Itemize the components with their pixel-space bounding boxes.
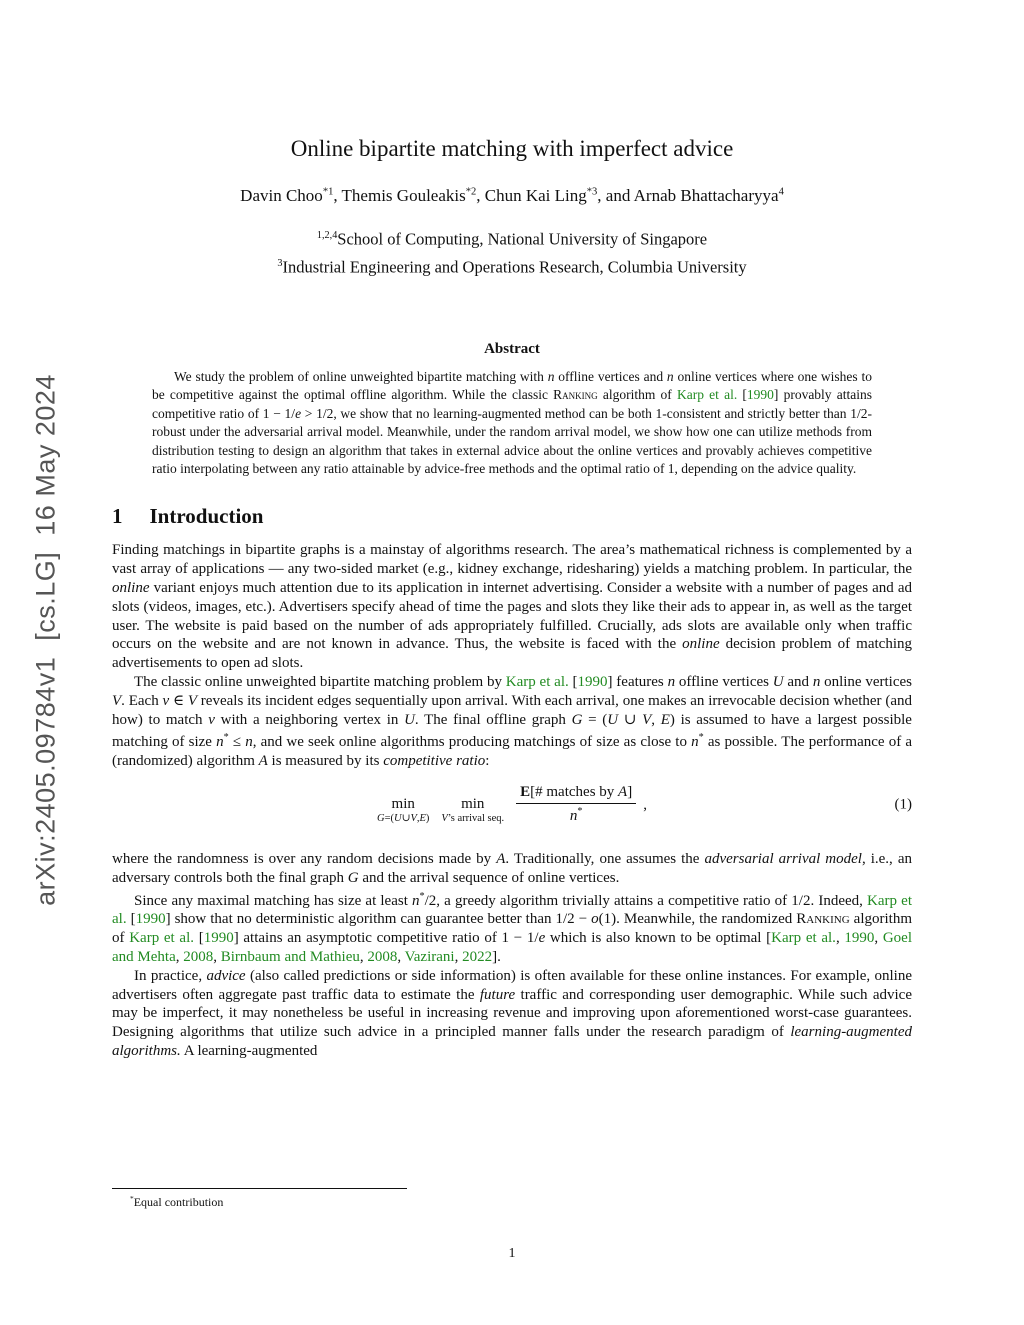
text-segment: * xyxy=(419,890,425,902)
min-label: min xyxy=(391,796,415,812)
text-segment: In practice, xyxy=(134,967,207,984)
affiliation-mark: 3 xyxy=(277,257,283,269)
citation-link[interactable]: Karp et al. xyxy=(771,930,836,947)
text-segment: G xyxy=(571,711,583,728)
authors-line xyxy=(112,186,912,206)
text-segment: E xyxy=(520,784,531,800)
affiliation-text: School of Computing, National University of Singapore xyxy=(337,229,708,249)
text-segment: , xyxy=(416,813,420,824)
fraction-denominator xyxy=(516,803,636,825)
author-name: Themis Gouleakis xyxy=(341,186,466,205)
citation-link[interactable]: Karp et al. xyxy=(112,892,912,928)
citation-link[interactable]: Karp et al. xyxy=(676,387,738,403)
text-segment: > 1/2, we show that no learning-augmented method can be both 1-consistent and strictly better than 1/2-robust under the adversarial arrival model. Meanwhile, under the random arrival model, we show how one can utilize methods from distribution testing to design an algorithm that takes in external advice about the online vertices and provably achieves competitive ratio interpolating between any ratio attainable by advice-free methods and the optimal ratio of 1, depending on the advice quality. xyxy=(152,405,872,477)
author-affiliation-mark: *3 xyxy=(586,186,598,198)
abstract-body xyxy=(152,368,872,478)
author-separator: , xyxy=(476,186,485,205)
text-segment: e xyxy=(538,930,546,947)
equation-1 xyxy=(112,784,912,837)
affiliations xyxy=(112,224,912,279)
text-segment: , xyxy=(454,948,463,965)
text-segment: V xyxy=(441,813,448,824)
text-segment: Since any maximal matching has size at least xyxy=(134,892,413,909)
text-segment: , and we seek online algorithms producing matchings of size as close to xyxy=(252,734,692,751)
text-segment: adversarial arrival model xyxy=(704,851,862,867)
text-segment: ] xyxy=(627,784,633,800)
text-segment: [# matches by xyxy=(530,784,619,800)
text-segment: V xyxy=(410,813,417,824)
text-segment: A xyxy=(258,753,268,770)
citation-link[interactable]: 1990 xyxy=(203,930,234,947)
text-segment: A xyxy=(496,851,506,867)
text-segment: ≤ xyxy=(228,734,246,751)
text-segment: , xyxy=(175,948,184,965)
citation-link[interactable]: 1990 xyxy=(135,911,166,928)
text-segment: U xyxy=(607,711,619,728)
author-affiliation-mark: *2 xyxy=(465,186,477,198)
citation-link[interactable]: 1990 xyxy=(577,674,608,691)
text-segment: future xyxy=(479,986,516,1003)
author-affiliation-mark: *1 xyxy=(322,186,334,198)
text-segment: Finding matchings in bipartite graphs is a mainstay of algorithms research. The area’s mathematical richness is complemented by a vast array of applications — any two-sided market (e.g., kidney exchange, ridesharing) yields a matching problem. In particular, the xyxy=(112,542,912,578)
text-segment: A xyxy=(618,784,628,800)
text-segment: ] features xyxy=(607,674,668,691)
citation-link[interactable]: 1990 xyxy=(844,930,875,947)
text-segment: . Traditionally, one assumes the xyxy=(505,851,705,867)
text-segment: U xyxy=(394,813,402,824)
text-segment: E xyxy=(419,813,426,824)
footnote-label: Equal contribution xyxy=(133,1195,224,1209)
text-segment: [ xyxy=(194,930,204,947)
affiliation-mark: 1,2,4 xyxy=(316,230,338,241)
min-operator-graph xyxy=(377,796,429,825)
fraction xyxy=(516,784,636,825)
section-title: Introduction xyxy=(149,504,264,529)
text-segment: ]. xyxy=(492,948,501,965)
text-segment: . Each xyxy=(121,692,163,709)
text-segment: ∪ xyxy=(618,711,643,728)
text-segment: decision problem of matching advertisements to open ad slots. xyxy=(112,636,912,672)
citation-link[interactable]: Birnbaum and Mathieu xyxy=(220,948,360,965)
text-segment: as possible. The performance of a (randomized) algorithm xyxy=(112,734,912,770)
text-segment: n xyxy=(216,734,224,751)
abstract-section xyxy=(112,341,912,478)
text-segment: U xyxy=(772,674,784,691)
arxiv-watermark: arXiv:2405.09784v1 [cs.LG] 16 May 2024 xyxy=(30,374,61,906)
author xyxy=(342,186,485,205)
min-subscript-arrival xyxy=(441,813,504,825)
text-segment: V xyxy=(642,711,652,728)
intro-paragraph-4 xyxy=(112,888,912,967)
text-segment: , xyxy=(397,948,405,965)
text-segment: ] attains an asymptotic competitive ratio of 1 − 1/ xyxy=(233,930,539,947)
text-segment: U xyxy=(404,711,415,728)
intro-paragraph-2 xyxy=(112,673,912,771)
text-segment: learning-augmented algorithms. xyxy=(112,1024,912,1059)
text-segment: , i.e., an adversary controls both the final graph xyxy=(112,851,912,886)
text-segment: offline vertices and xyxy=(554,369,667,384)
text-segment: * xyxy=(223,732,229,744)
text-segment: online xyxy=(682,636,720,653)
text-segment: e xyxy=(295,405,302,421)
text-segment: Ranking xyxy=(796,911,850,928)
text-segment: /2, a greedy algorithm trivially attains a competitive ratio of 1/2. Indeed, xyxy=(424,892,868,909)
text-segment: variant enjoys much attention due to its application in internet advertising. Consider a website with a number of pages and ad slots (videos, images, etc.). Advertisers specify ahead of time the pages and slots they like their ads to appear in, as well as the target user. The website is paid based on the number of ads appropriately fulfilled. Crucially, ads slots are available only when traffic occurs on the website and are not known in advance. Thus, the website is faced with the xyxy=(112,580,912,653)
text-segment: [ xyxy=(126,911,136,928)
text-segment: competitive ratio xyxy=(383,753,486,770)
paper-title: Online bipartite matching with imperfect advice xyxy=(290,136,734,161)
text-segment: , xyxy=(835,930,845,947)
intro-paragraph-5 xyxy=(112,967,912,1061)
text-segment: G xyxy=(377,813,385,824)
fraction-numerator xyxy=(516,784,636,803)
text-segment: online xyxy=(112,580,150,597)
text-segment: , xyxy=(359,948,368,965)
footnote-rule xyxy=(112,1188,407,1189)
text-segment: We study the problem of online unweighted bipartite matching with xyxy=(174,369,548,384)
author xyxy=(240,186,341,205)
affiliation-text: Industrial Engineering and Operations Research, Columbia University xyxy=(282,257,747,276)
text-segment: reveals its incident edges sequentially upon arrival. With each arrival, one makes an irrevocable decision whether (and how) to match xyxy=(112,692,913,728)
text-segment: is measured by its xyxy=(267,753,384,770)
citation-link[interactable]: Vazirani xyxy=(404,948,455,965)
equation-number: (1) xyxy=(894,796,912,813)
author-name: Arnab Bhattacharyya xyxy=(633,186,779,205)
text-segment: ∪ xyxy=(401,813,411,824)
intro-paragraph-1 xyxy=(112,541,912,673)
author-name: Davin Choo xyxy=(240,186,323,205)
text-segment: Ranking xyxy=(553,387,598,403)
page-number: 1 xyxy=(508,1246,516,1261)
text-segment: online vertices xyxy=(820,674,913,691)
text-segment: which is also known to be optimal [ xyxy=(545,930,772,947)
text-segment: G xyxy=(347,869,359,886)
author-separator: , and xyxy=(597,186,634,205)
author-separator: , xyxy=(333,186,342,205)
author xyxy=(634,186,784,205)
affiliation-line xyxy=(112,252,912,280)
text-segment: online vertices where one wishes to be competitive against the optimal offline algorithm. While the classic xyxy=(152,369,872,403)
affiliation-line xyxy=(112,224,912,252)
text-segment: , xyxy=(651,711,661,728)
text-segment: , xyxy=(874,930,883,947)
text-segment: [ xyxy=(568,674,578,691)
text-segment: n xyxy=(569,808,578,824)
citation-link[interactable]: 2022 xyxy=(462,948,493,965)
citation-link[interactable]: Karp et al. xyxy=(129,930,194,947)
text-segment: n xyxy=(691,734,699,751)
citation-link[interactable]: Karp et al. xyxy=(505,674,569,691)
text-segment: * xyxy=(577,806,583,817)
min-operator-arrival xyxy=(441,796,504,825)
text-segment: algorithm of xyxy=(112,911,912,947)
text-segment: where the randomness is over any random decisions made by xyxy=(112,851,497,867)
text-segment: v ∈ V xyxy=(162,692,198,709)
text-segment: with a neighboring vertex in xyxy=(214,711,405,728)
footnote-marker: * xyxy=(130,1194,134,1203)
footnote-text xyxy=(112,1194,912,1210)
text-segment: ) xyxy=(425,813,430,824)
text-segment: E xyxy=(660,711,670,728)
text-segment: (also called predictions or side information) is often available for these online instances. For example, online advertisers often aggregate past traffic data to estimate the xyxy=(112,967,912,1003)
text-segment: advice xyxy=(206,967,246,984)
author-affiliation-mark: 4 xyxy=(778,186,784,198)
text-segment: = ( xyxy=(582,711,608,728)
text-segment: , xyxy=(213,948,221,965)
text-segment: and the arrival sequence of online vertices. xyxy=(358,869,620,886)
citation-link[interactable]: 1990 xyxy=(746,387,774,403)
author xyxy=(485,186,634,205)
text-segment: (1). Meanwhile, the randomized xyxy=(598,911,797,928)
section-heading-introduction xyxy=(112,504,912,529)
text-segment: =( xyxy=(384,813,395,824)
text-segment: The classic online unweighted bipartite matching problem by xyxy=(134,674,506,691)
text-segment: ] show that no deterministic algorithm can guarantee better than 1/2 − xyxy=(165,911,592,928)
abstract-heading: Abstract xyxy=(484,341,540,357)
text-segment: . The final offline graph xyxy=(414,711,572,728)
text-segment: algorithm of xyxy=(597,387,677,403)
text-segment: ] provably attains competitive ratio of 1 − 1/ xyxy=(152,387,872,421)
text-segment: n xyxy=(666,369,674,384)
text-segment: A learning-augmented xyxy=(180,1042,318,1059)
text-segment: and xyxy=(783,674,813,691)
citation-link[interactable]: 2008 xyxy=(183,948,214,965)
text-segment: offline vertices xyxy=(675,674,773,691)
text-segment: n xyxy=(812,674,821,691)
text-segment: v xyxy=(208,711,215,728)
section-number: 1 xyxy=(112,504,123,529)
author-name: Chun Kai Ling xyxy=(484,186,587,205)
text-segment: n xyxy=(667,674,676,691)
text-segment: : xyxy=(485,753,490,770)
equation-comma: , xyxy=(643,797,647,813)
text-segment: n xyxy=(547,369,555,384)
text-segment: * xyxy=(698,732,704,744)
text-segment: [ xyxy=(737,387,747,403)
text-segment: traffic and corresponding user demographic. While such advice may be imperfect, it may nonetheless be useful in increasing revenue and improving upon aforementioned worst-case guarantees. Designing algorithms that utilize such advice in a principled manner falls under the research paradigm of xyxy=(112,986,912,1041)
text-segment: V xyxy=(112,692,122,709)
text-segment: ’s arrival seq. xyxy=(447,813,505,824)
text-segment: ) is assumed to have a largest possible matching of size xyxy=(112,711,912,751)
intro-paragraph-3 xyxy=(112,850,912,888)
min-label: min xyxy=(461,796,485,812)
text-segment: o xyxy=(591,911,599,928)
citation-link[interactable]: 2008 xyxy=(367,948,398,965)
text-segment: n xyxy=(412,892,420,909)
footnote xyxy=(112,1188,912,1210)
min-subscript-graph xyxy=(377,813,429,825)
citation-link[interactable]: Goel and Mehta xyxy=(112,930,913,965)
text-segment: n xyxy=(245,734,253,751)
